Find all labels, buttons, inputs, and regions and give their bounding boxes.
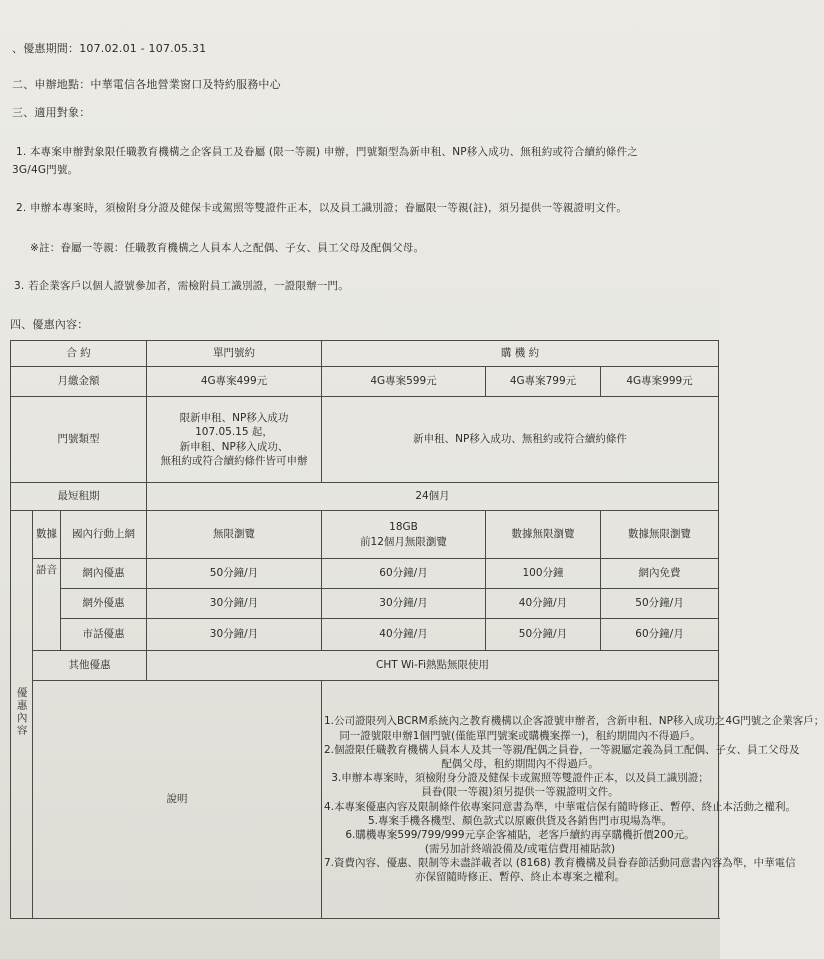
eligibility-item-1: 1. 本專案申辦對象限任職教育機構之企客員工及眷屬 (限一等親) 申辦，門號類型為新申租、NP移入成功、無租約或符合續約條件之: [16, 146, 639, 158]
offer-content-label: [11, 511, 33, 919]
eligibility-item-2: 2. 申辦本專案時，須檢附身分證及健保卡或駕照等雙證件正本，以及員工識別證；眷屬限一等親(註)，須另提供一等親證明文件。: [16, 202, 628, 214]
single-number-header: 單門號約: [147, 341, 322, 367]
number-type-single-line: 107.05.15 起，: [195, 426, 273, 439]
landline-599: 40分鐘/月: [322, 619, 486, 651]
landline-label: 市話優惠: [61, 619, 147, 651]
table-row: [11, 619, 719, 651]
note-line: 4.本專案優惠內容及限制條件依專案同意書為準，中華電信保有隨時修正、暫停、終止本活動之權利。: [324, 800, 797, 813]
domestic-data-label: 國內行動上網: [61, 511, 147, 559]
plan-999: 4G專案999元: [601, 367, 719, 397]
note-line: 同一證號限申辦1個門號(僅能單門號案或購機案擇一)，租約期間內不得過戶。: [339, 729, 701, 742]
data-599-line: 前12個月無限瀏覽: [360, 535, 447, 548]
note-line: 配偶父母，租約期間內不得過戶。: [441, 757, 599, 770]
number-type-purchase: 新申租、NP移入成功、無租約或符合續約條件: [322, 397, 719, 483]
notes-content: [322, 681, 824, 919]
plan-499: 4G專案499元: [147, 367, 322, 397]
data-999: 數據無限瀏覽: [601, 511, 719, 559]
promo-period-value: 107.02.01 - 107.05.31: [79, 42, 207, 55]
number-type-single-line: 無租約或符合續約條件皆可申辦: [160, 454, 308, 467]
purchase-header: 購 機 約: [322, 341, 719, 367]
onnet-499: 50分鐘/月: [147, 559, 322, 589]
table-row: [11, 511, 719, 559]
offnet-999: 50分鐘/月: [601, 589, 719, 619]
data-599: [322, 511, 486, 559]
table-row: [11, 651, 719, 681]
other-offer-label: 其他優惠: [33, 651, 147, 681]
note-line: 2.個證限任職教育機構人員本人及其一等親/配偶之員眷，一等親屬定義為員工配偶、子女、員工父母及: [324, 743, 800, 756]
other-offer-value: CHT Wi-Fi熱點無限使用: [147, 651, 719, 681]
promo-period-label: 、優惠期間：: [12, 42, 80, 55]
promo-period: [12, 40, 206, 56]
offer-content-text: 優惠內容: [15, 687, 28, 738]
table-row: [11, 341, 719, 367]
min-term-value: 24個月: [147, 483, 719, 511]
offer-heading: 四、優惠內容：: [10, 318, 89, 331]
note-line: 1.公司證限列入BCRM系統內之教育機構以企客證號申辦者，含新申租、NP移入成功之4G門號之企業客戶；: [324, 715, 824, 728]
number-type-label: 門號類型: [11, 397, 147, 483]
offnet-label: 網外優惠: [61, 589, 147, 619]
note-line: 員眷(限一等親)須另提供一等親證明文件。: [421, 786, 619, 799]
promo-table: [10, 340, 824, 919]
offnet-599: 30分鐘/月: [322, 589, 486, 619]
onnet-799: 100分鐘: [486, 559, 601, 589]
location-value: 中華電信各地營業窗口及特約服務中心: [90, 78, 281, 91]
table-row: [11, 483, 719, 511]
location-label: 二、申辦地點：: [12, 78, 91, 91]
number-type-single-line: 新申租、NP移入成功、: [179, 440, 289, 453]
notes-label: 說明: [33, 681, 322, 919]
note-line: 5.專案手機各機型、顏色款式以原廠供貨及各銷售門市現場為準。: [367, 814, 673, 827]
table-row: [11, 397, 719, 483]
onnet-label: 網內優惠: [61, 559, 147, 589]
onnet-999: 網內免費: [601, 559, 719, 589]
eligibility-item-3: 3. 若企業客戶以個人證號參加者，需檢附員工識別證，一證限辦一門。: [14, 280, 349, 292]
contract-header: 合 約: [11, 341, 147, 367]
data-799: 數據無限瀏覽: [486, 511, 601, 559]
table-row: [11, 589, 719, 619]
number-type-single: [147, 397, 322, 483]
data-499: 無限瀏覽: [147, 511, 322, 559]
note-line: 3.申辦本專案時，須檢附身分證及健保卡或駕照等雙證件正本，以及員工識別證；: [331, 772, 709, 785]
offnet-499: 30分鐘/月: [147, 589, 322, 619]
data-label: 數據: [33, 511, 61, 559]
note-line: 6.購機專案599/799/999元享企客補貼，老客戶續約再享購機折價200元。: [345, 828, 695, 841]
data-599-line: 18GB: [389, 521, 418, 534]
location: [12, 76, 281, 92]
min-term-label: 最短租期: [11, 483, 147, 511]
eligibility-item-1-cont: 3G/4G門號。: [12, 164, 79, 176]
landline-999: 60分鐘/月: [601, 619, 719, 651]
note-line: (需另加計終端設備及/或電信費用補貼款): [424, 843, 616, 856]
eligibility-note: ※註：眷屬一等親：任職教育機構之人員本人之配偶、子女、員工父母及配偶父母。: [30, 242, 425, 254]
table-row: [11, 559, 719, 589]
number-type-single-line: 限新申租、NP移入成功: [179, 412, 289, 425]
onnet-599: 60分鐘/月: [322, 559, 486, 589]
landline-799: 50分鐘/月: [486, 619, 601, 651]
plan-799: 4G專案799元: [486, 367, 601, 397]
note-line: 7.資費內容、優惠、限制等未盡詳載者以 (8168) 教育機構及員眷春節活動同意書內容為準，中華電信: [324, 857, 796, 870]
offnet-799: 40分鐘/月: [486, 589, 601, 619]
landline-499: 30分鐘/月: [147, 619, 322, 651]
note-line: 亦保留隨時修正、暫停、終止本專案之權利。: [415, 871, 625, 884]
monthly-fee-label: 月繳金額: [11, 367, 147, 397]
plan-599: 4G專案599元: [322, 367, 486, 397]
voice-label: 語音: [33, 559, 61, 651]
applicable-heading: 三、適用對象：: [12, 106, 91, 119]
table-row: [11, 367, 719, 397]
table-row: [11, 681, 719, 919]
